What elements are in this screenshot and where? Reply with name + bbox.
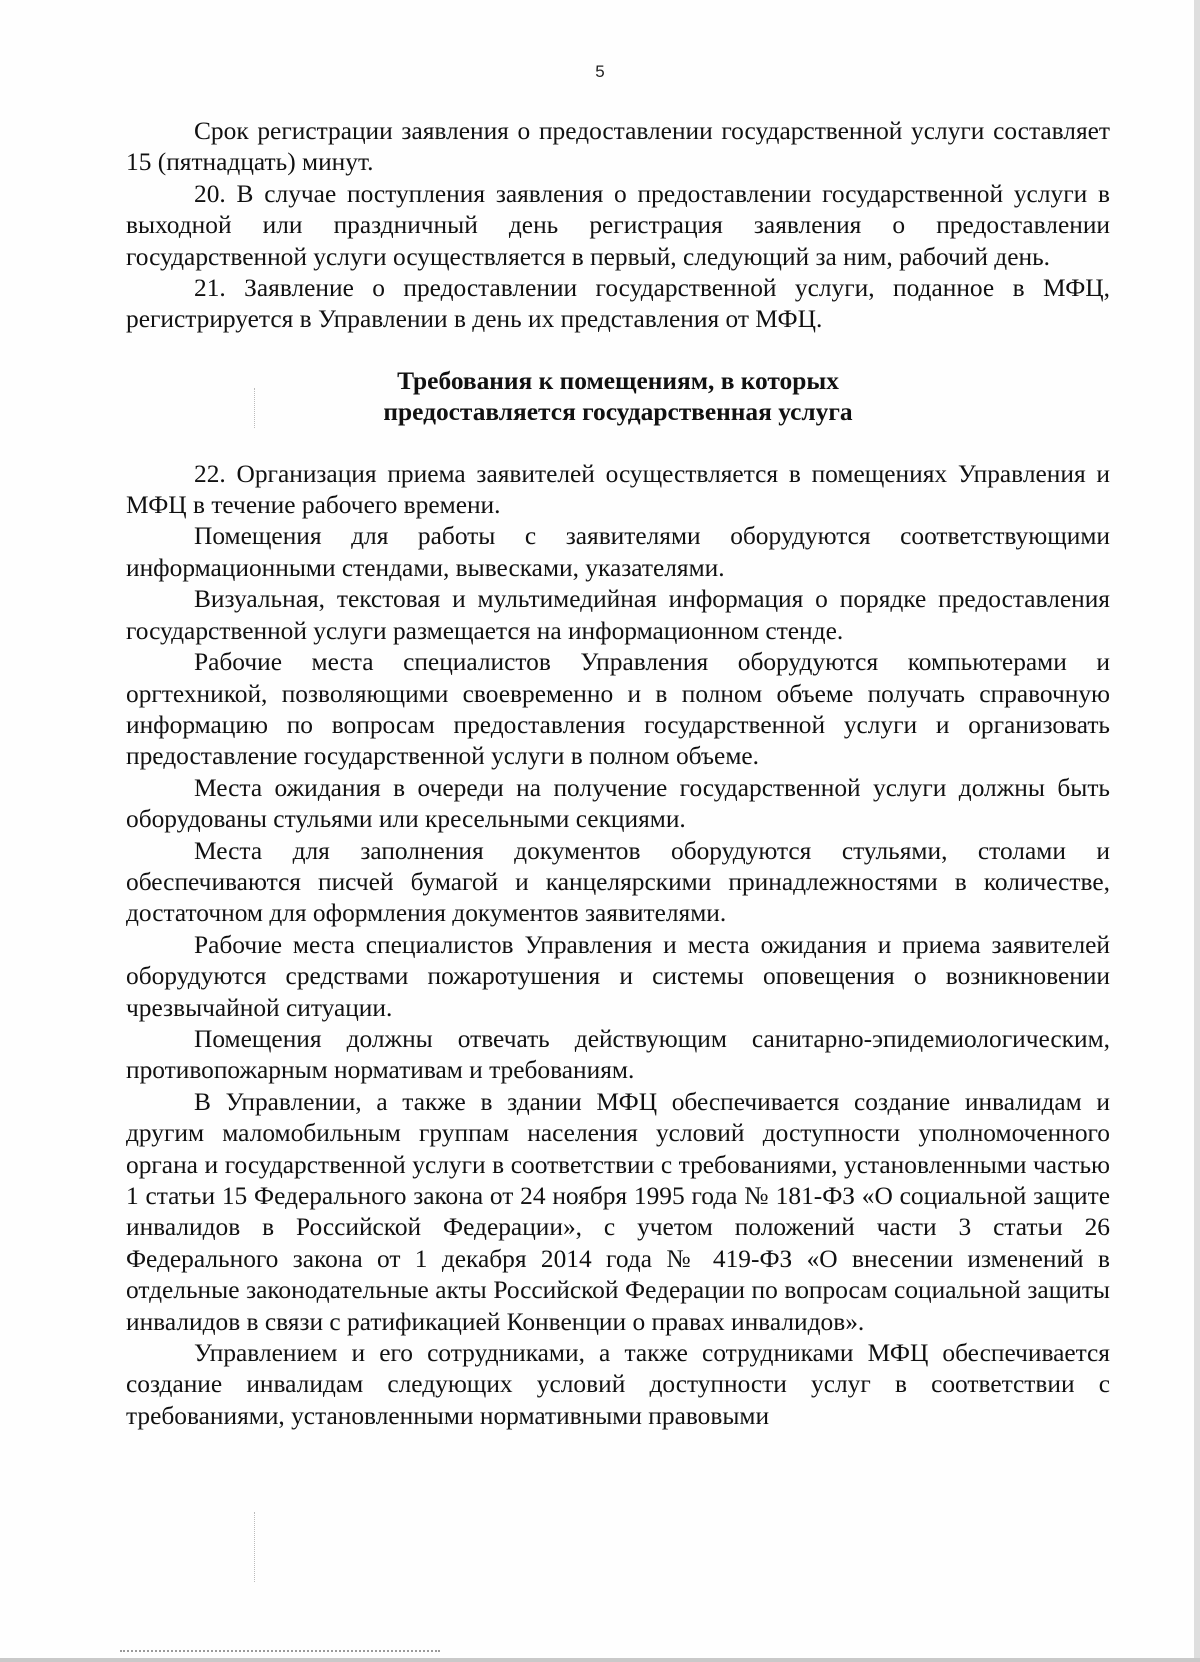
paragraph-20: 20. В случае поступления заявления о предоставлении государственной услуги в выходной или праздничный день регистрация заявления о предоставлении государственной услуги осуществляется в первый, следующий за ним, рабочий день. (126, 179, 1110, 271)
scan-artifact (254, 1512, 257, 1582)
section-heading-line-1: Требования к помещениям, в которых (397, 366, 839, 395)
paragraph-fire-safety: Рабочие места специалистов Управления и места ожидания и приема заявителей оборудуются средствами пожаротушения и системы оповещения о возникновении чрезвычайной ситуации. (126, 930, 1110, 1022)
paragraph-22: 22. Организация приема заявителей осуществляется в помещениях Управления и МФЦ в течение рабочего времени. (126, 459, 1110, 520)
document-body (126, 116, 1110, 1432)
page-number: 5 (595, 62, 605, 81)
paragraph-accessibility: В Управлении, а также в здании МФЦ обеспечивается создание инвалидам и другим маломобильным группам населения условий доступности уполномоченного органа и государственной услуги в соответствии с требованиями, установленными частью 1 статьи 15 Федерального закона от 24 ноября 1995 года № 181-ФЗ «О социальной защите инвалидов в Российской Федерации», с учетом положений части 3 статьи 26 Федерального закона от 1 декабря 2014 года № 419-ФЗ «О внесении изменений в отдельные законодательные акты Российской Федерации по вопросам социальной защиты инвалидов в связи с ратификацией Конвенции о правах инвалидов». (126, 1087, 1110, 1336)
paragraph-accessibility-conditions: Управлением и его сотрудниками, а также сотрудниками МФЦ обеспечивается создание инвалидам следующих условий доступности услуг в соответствии с требованиями, установленными нормативными правовыми (126, 1339, 1110, 1430)
paragraph-21: 21. Заявление о предоставлении государственной услуги, поданное в МФЦ, регистрируется в Управлении в день их представления от МФЦ. (126, 274, 1110, 334)
paragraph-form-filling: Места для заполнения документов оборудуются стульями, столами и обеспечиваются писчей бумагой и канцелярскими принадлежностями в количестве, достаточном для оформления документов заявителями. (126, 836, 1110, 928)
section-heading-line-2: предоставляется государственная услуга (383, 398, 853, 427)
paragraph-waiting-areas: Места ожидания в очереди на получение государственной услуги должны быть оборудованы стульями или кресельными секциями. (126, 773, 1110, 834)
paragraph-workplaces: Рабочие места специалистов Управления оборудуются компьютерами и оргтехникой, позволяющими своевременно и в полном объеме получать справочную информацию по вопросам предоставления государственной услуги и организовать предоставление государственной услуги в полном объеме. (126, 648, 1110, 771)
paragraph-sanitary: Помещения должны отвечать действующим санитарно-эпидемиологическим, противопожарным нормативам и требованиям. (126, 1024, 1110, 1085)
paragraph-stands: Помещения для работы с заявителями оборудуются соответствующими информационными стендами, вывесками, указателями. (126, 522, 1110, 582)
scan-border-right (1194, 0, 1200, 1662)
paragraph-visual-info: Визуальная, текстовая и мультимедийная информация о порядке предоставления государственной услуги размещается на информационном стенде. (126, 585, 1110, 645)
section-heading (126, 366, 1110, 429)
paragraph-registration-term: Срок регистрации заявления о предоставлении государственной услуги составляет 15 (пятнадцать) минут. (126, 117, 1110, 177)
scan-border-bottom (0, 1658, 1200, 1662)
scan-artifact-bottom (120, 1647, 440, 1652)
